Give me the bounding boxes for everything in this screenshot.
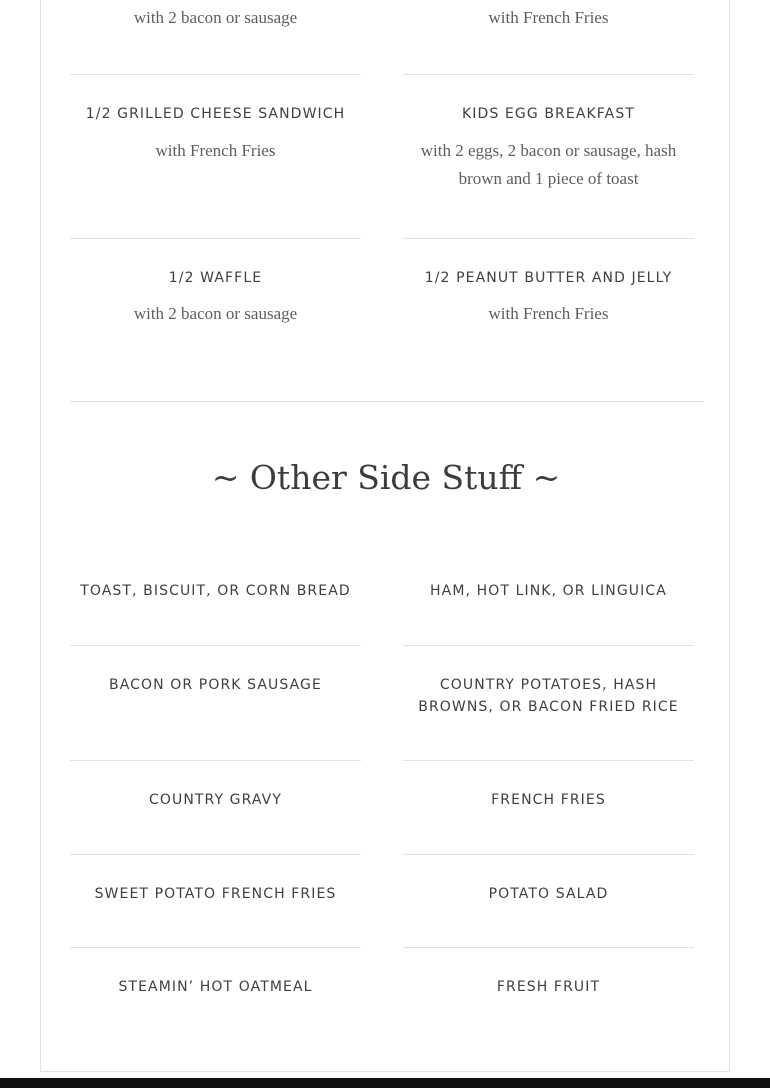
side-item-name: HAM, HOT LINK, OR LINGUICA xyxy=(430,583,667,599)
menu-item-description: with 2 bacon or sausage xyxy=(133,8,298,27)
footer-bar xyxy=(0,1078,770,1088)
divider xyxy=(70,760,361,761)
divider xyxy=(70,74,361,75)
menu-card xyxy=(40,0,730,1072)
menu-item-name: KIDS EGG BREAKFAST xyxy=(462,106,635,122)
menu-item-description: with French Fries xyxy=(488,304,609,323)
divider xyxy=(403,760,694,761)
side-item-name: BACON OR PORK SAUSAGE xyxy=(109,677,322,693)
menu-item xyxy=(70,267,361,328)
menu-item-name: 1/2 WAFFLE xyxy=(168,270,263,286)
divider xyxy=(403,947,694,948)
side-item xyxy=(403,976,694,998)
menu-item xyxy=(70,4,361,32)
menu-item-description: with French Fries xyxy=(488,8,609,27)
menu-item-description: with 2 bacon or sausage xyxy=(133,304,298,323)
side-item xyxy=(403,789,694,811)
divider xyxy=(70,947,361,948)
menu-item-name: 1/2 GRILLED CHEESE SANDWICH xyxy=(85,106,346,122)
side-item-name: POTATO SALAD xyxy=(488,886,609,902)
side-item-name: STEAMIN’ HOT OATMEAL xyxy=(118,979,313,995)
menu-item-name: 1/2 PEANUT BUTTER AND JELLY xyxy=(424,270,673,286)
side-item-name: TOAST, BISCUIT, OR CORN BREAD xyxy=(80,583,351,599)
side-item-name: FRESH FRUIT xyxy=(496,979,601,995)
side-item xyxy=(70,883,361,905)
side-item xyxy=(403,883,694,905)
divider xyxy=(70,645,361,646)
menu-item-description: with French Fries xyxy=(155,141,276,160)
side-item xyxy=(70,789,361,811)
side-item-name: COUNTRY GRAVY xyxy=(148,792,283,808)
divider xyxy=(70,238,361,239)
side-item-name: COUNTRY POTATOES, HASH BROWNS, OR BACON FRIED RICE xyxy=(418,677,679,715)
divider xyxy=(403,645,694,646)
divider xyxy=(70,854,361,855)
side-item xyxy=(403,674,694,718)
menu-item-description: with 2 eggs, 2 bacon or sausage, hash brown and 1 piece of toast xyxy=(420,141,677,188)
side-item-name: FRENCH FRIES xyxy=(491,792,606,808)
divider xyxy=(403,74,694,75)
section-divider xyxy=(70,401,704,402)
menu-item xyxy=(70,103,361,165)
section-title: ~ Other Side Stuff ~ xyxy=(211,458,561,497)
side-item xyxy=(70,580,361,602)
side-item xyxy=(70,674,361,696)
divider xyxy=(403,238,694,239)
divider xyxy=(403,854,694,855)
side-item xyxy=(403,580,694,602)
menu-item xyxy=(403,267,694,328)
side-item xyxy=(70,976,361,998)
side-item-name: SWEET POTATO FRENCH FRIES xyxy=(94,886,337,902)
menu-item xyxy=(403,103,694,193)
menu-item xyxy=(403,4,694,32)
